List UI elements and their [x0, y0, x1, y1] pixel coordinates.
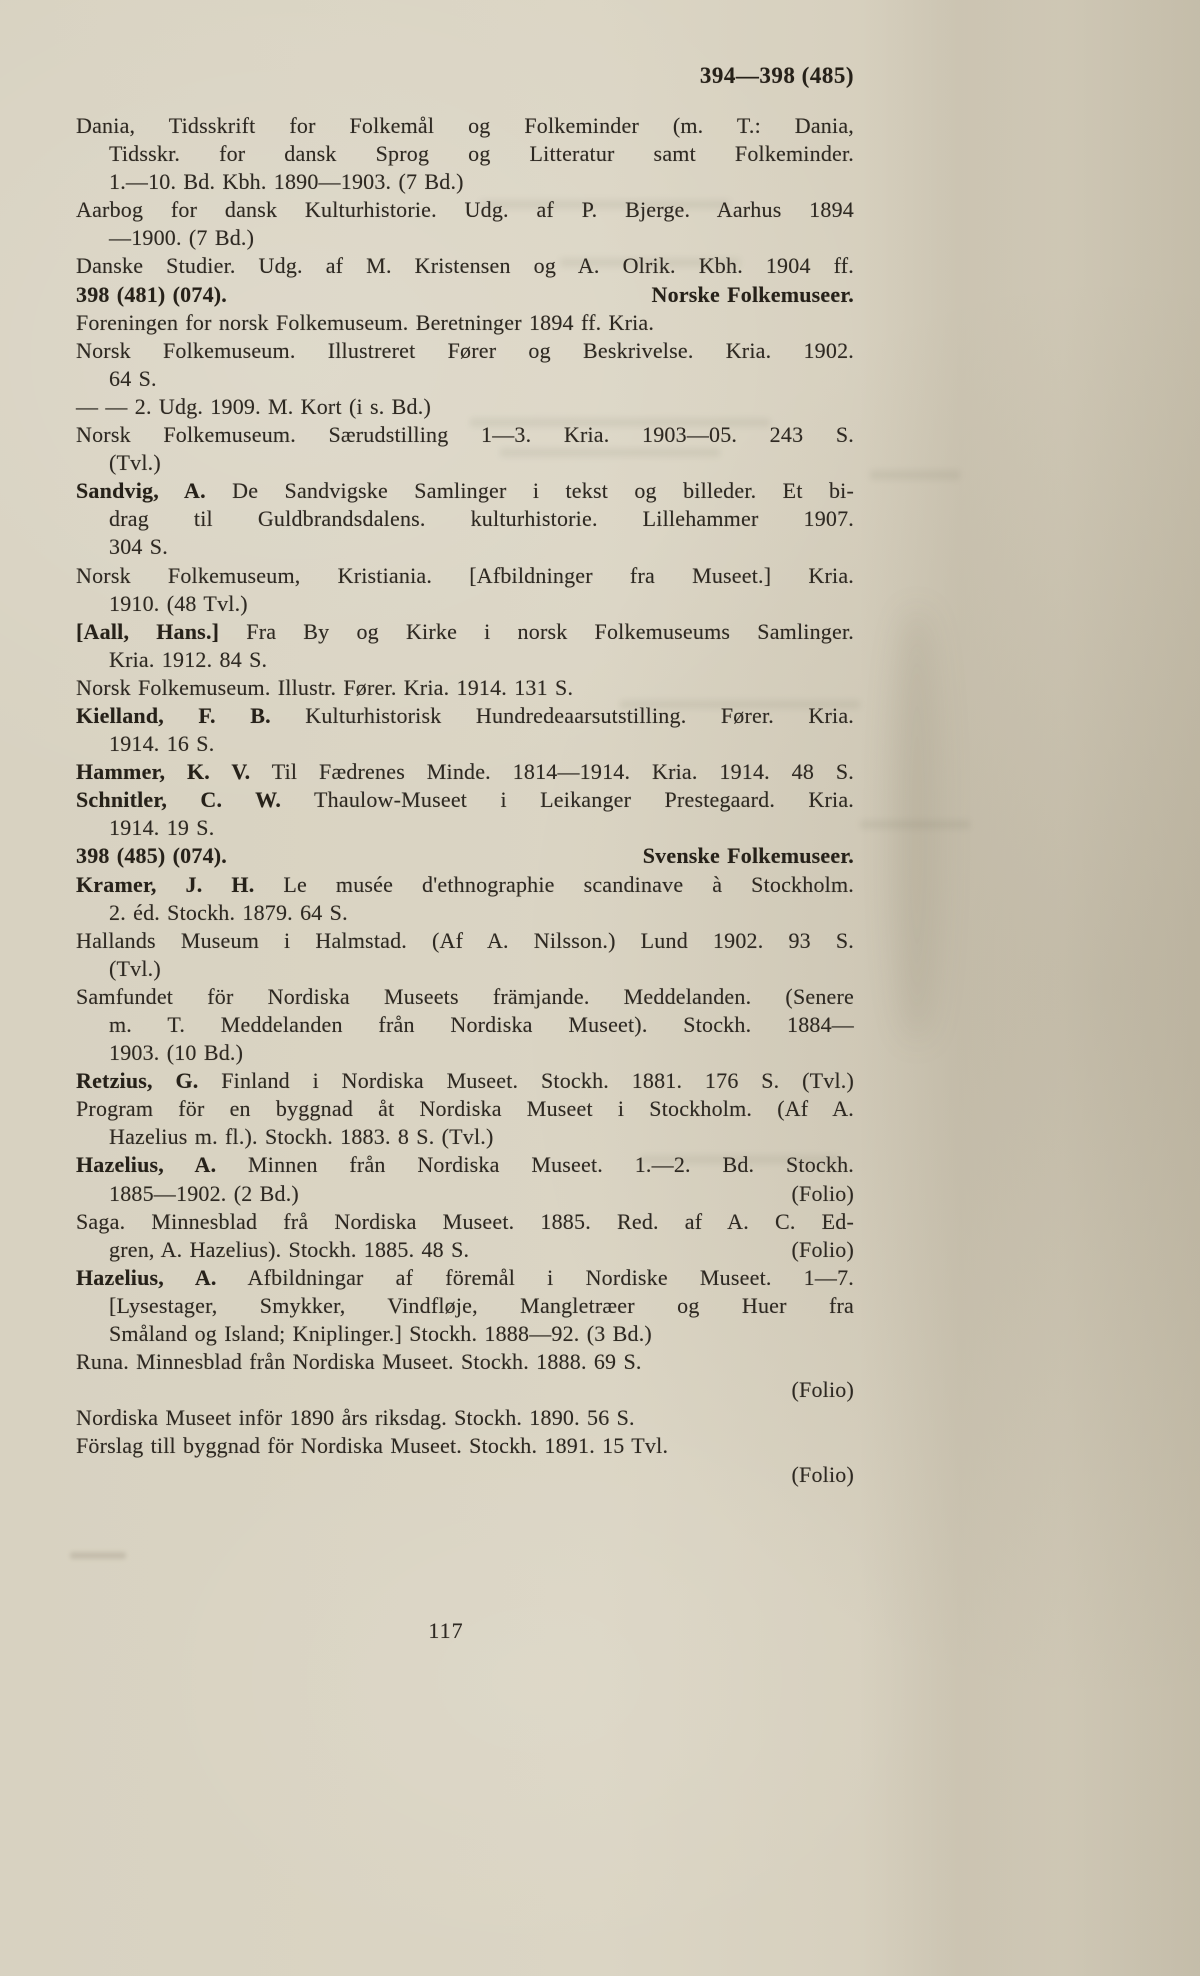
author-name: Sandvig, A.: [76, 478, 206, 504]
author-name: Hazelius, A.: [76, 1264, 217, 1290]
entry-text: Foreningen for norsk Folkemuseum. Beretninger 1894 ff. Kria.: [76, 309, 655, 335]
entry-text: Norsk Folkemuseum. Illustr. Fører. Kria. 1914. 131 S.: [76, 674, 574, 700]
entry-line: [76, 252, 854, 280]
page-number: 117: [428, 1618, 464, 1643]
author-name: Hammer, K. V.: [76, 759, 251, 785]
bibliography-entry: [76, 786, 854, 842]
bibliography-entry: [76, 1404, 854, 1432]
entry-line: [76, 224, 854, 252]
entry-text: Kulturhistorisk Hundredeaarsutstilling. Fører. Kria.: [270, 702, 855, 728]
entry-text: Norsk Folkemuseum. Særudstilling 1—3. Kria. 1903—05. 243 S.: [76, 422, 854, 448]
bibliography-entry: [76, 562, 854, 618]
entry-text: 1910. (48 Tvl.): [109, 590, 248, 616]
entry-text: Aarbog for dansk Kulturhistorie. Udg. af P. Bjerge. Aarhus 1894: [76, 197, 854, 223]
entry-line: [76, 646, 854, 674]
format-note: (Folio): [791, 1461, 854, 1487]
entry-line: [76, 618, 854, 646]
format-note: (Folio): [791, 1377, 854, 1403]
entry-text: Program för en byggnad åt Nordiska Museet i Stockholm. (Af A.: [76, 1096, 854, 1122]
bibliography-entry: [76, 1432, 854, 1488]
entry-text: drag til Guldbrandsdalens. kulturhistorie. Lillehammer 1907.: [109, 506, 854, 532]
bibliography-entry: [76, 421, 854, 477]
entry-line: [76, 196, 854, 224]
entry-text: Finland i Nordiska Museet. Stockh. 1881. 176 S. (Tvl.): [198, 1068, 855, 1094]
entry-text: 64 S.: [109, 365, 157, 391]
author-name: Kramer, J. H.: [76, 871, 255, 897]
scan-shading: [858, 0, 1200, 1976]
entry-text: De Sandvigske Samlinger i tekst og billeder. Et bi-: [205, 478, 854, 504]
entry-text: 304 S.: [109, 534, 168, 560]
entry-line: [76, 1432, 854, 1460]
entry-line: [76, 1208, 854, 1236]
author-name: Hazelius, A.: [76, 1152, 217, 1178]
entry-line: [76, 562, 854, 590]
format-note: (Folio): [791, 1180, 854, 1206]
entry-line: [76, 674, 854, 702]
entry-text: Förslag till byggnad för Nordiska Museet. Stockh. 1891. 15 Tvl.: [76, 1433, 669, 1459]
entry-line: [76, 1039, 854, 1067]
author-name: [Aall, Hans.]: [76, 618, 220, 644]
format-note: (Folio): [791, 1236, 854, 1262]
section-heading-row: [76, 281, 854, 309]
entry-text: (Tvl.): [109, 450, 161, 476]
entry-text: 2. éd. Stockh. 1879. 64 S.: [109, 899, 348, 925]
entry-text: Saga. Minnesblad frå Nordiska Museet. 1885. Red. af A. C. Ed-: [76, 1208, 854, 1234]
entry-text: Dania, Tidsskrift for Folkemål og Folkeminder (m. T.: Dania,: [76, 113, 854, 138]
bibliography-entry: [76, 1151, 854, 1207]
entry-line: [76, 871, 854, 899]
entry-text: —1900. (7 Bd.): [109, 225, 255, 251]
section-title: Norske Folkemuseer.: [651, 281, 854, 307]
entry-line: [76, 533, 854, 561]
entry-line: [76, 477, 854, 505]
bibliography-entry: [76, 1348, 854, 1404]
entry-line: [76, 1320, 854, 1348]
entry-line: [76, 337, 854, 365]
ink-bleed-artifact: [870, 470, 960, 480]
entry-line: [76, 1151, 854, 1179]
entry-text: [Lysestager, Smykker, Vindfløje, Mangletræer og Huer fra: [109, 1292, 854, 1318]
entry-line: [76, 899, 854, 927]
entry-text: Danske Studier. Udg. af M. Kristensen og A. Olrik. Kbh. 1904 ff.: [76, 253, 854, 279]
entry-text: Norsk Folkemuseum. Illustreret Fører og Beskrivelse. Kria. 1902.: [76, 337, 854, 363]
entry-line: [76, 702, 854, 730]
entry-text: Runa. Minnesblad från Nordiska Museet. Stockh. 1888. 69 S.: [76, 1349, 642, 1375]
bibliography-entry: [76, 337, 854, 393]
section-classification-number: 398 (481) (074).: [76, 281, 228, 307]
entry-text: Nordiska Museet inför 1890 års riksdag. Stockh. 1890. 56 S.: [76, 1405, 635, 1431]
entry-line: [76, 1067, 854, 1095]
entry-line: [76, 1264, 854, 1292]
entry-line: [76, 1095, 854, 1123]
bibliography-entry: [76, 1208, 854, 1264]
entry-text: Småland og Island; Kniplinger.] Stockh. 1888—92. (3 Bd.): [109, 1321, 652, 1347]
ink-bleed-artifact: [860, 820, 970, 829]
scan-mark: [70, 1552, 126, 1559]
bibliography-entry: [76, 1067, 854, 1095]
bibliography-entry: [76, 112, 854, 196]
entry-line: [76, 1180, 854, 1208]
bibliography-entry: [76, 1095, 854, 1151]
entry-text: Hazelius m. fl.). Stockh. 1883. 8 S. (Tvl.): [109, 1124, 494, 1150]
bibliography-entry: [76, 252, 854, 280]
entry-line: [76, 309, 854, 337]
entry-line: [76, 786, 854, 814]
entry-text: Samfundet för Nordiska Museets främjande. Meddelanden. (Senere: [76, 983, 854, 1009]
entry-line: [76, 1461, 854, 1489]
bibliography-entry: [76, 1264, 854, 1348]
entry-text: Tidsskr. for dansk Sprog og Litteratur samt Folkeminder.: [109, 141, 854, 167]
bibliography-entry: [76, 196, 854, 252]
scan-smudge: [893, 610, 941, 1040]
entry-text: Til Fædrenes Minde. 1814—1914. Kria. 1914. 48 S.: [250, 759, 854, 785]
entry-line: [76, 590, 854, 618]
entry-text: Thaulow-Museet i Leikanger Prestegaard. Kria.: [281, 787, 854, 813]
entry-line: [76, 112, 854, 140]
bibliography-entry: [76, 618, 854, 674]
bibliography-entry: [76, 477, 854, 561]
section-heading-row: [76, 842, 854, 870]
entry-line: [76, 449, 854, 477]
bibliography-entry: [76, 927, 854, 983]
entry-line: [76, 927, 854, 955]
author-name: Schnitler, C. W.: [76, 787, 282, 813]
bibliography-entry: [76, 758, 854, 786]
running-head-page-range: 394—398 (485): [699, 63, 854, 88]
entry-text: 1.—10. Bd. Kbh. 1890—1903. (7 Bd.): [109, 169, 464, 195]
entry-line: [76, 421, 854, 449]
entry-text: Afbildningar af föremål i Nordiske Museet. 1—7.: [216, 1264, 854, 1290]
entry-line: [76, 1011, 854, 1039]
bibliography-entry: [76, 393, 854, 421]
entry-line: [76, 814, 854, 842]
entry-text: Norsk Folkemuseum, Kristiania. [Afbildninger fra Museet.] Kria.: [76, 562, 854, 588]
entry-text: Le musée d'ethnographie scandinave à Stockholm.: [254, 871, 854, 897]
entry-line: [76, 365, 854, 393]
entry-line: [76, 1404, 854, 1432]
section-title: Svenske Folkemuseer.: [642, 843, 854, 869]
entry-text: 1903. (10 Bd.): [109, 1040, 244, 1066]
section-classification-number: 398 (485) (074).: [76, 843, 228, 869]
entry-line: [76, 140, 854, 168]
author-name: Kielland, F. B.: [76, 702, 271, 728]
entry-text: 1914. 19 S.: [109, 815, 215, 841]
entry-text: Minnen från Nordiska Museet. 1.—2. Bd. Stockh.: [216, 1152, 854, 1178]
entry-text: m. T. Meddelanden från Nordiska Museet). Stockh. 1884—: [109, 1012, 854, 1037]
entry-text: Fra By og Kirke i norsk Folkemuseums Samlinger.: [219, 618, 854, 644]
bibliography-entry: [76, 674, 854, 702]
entry-line: [76, 168, 854, 196]
entry-text: — — 2. Udg. 1909. M. Kort (i s. Bd.): [76, 393, 431, 419]
text-column: [76, 62, 854, 1489]
entry-line: [76, 955, 854, 983]
entry-line: [76, 1123, 854, 1151]
entry-text: Hallands Museum i Halmstad. (Af A. Nilsson.) Lund 1902. 93 S.: [76, 927, 854, 953]
entry-line: [76, 1236, 854, 1264]
bibliography-entry: [76, 309, 854, 337]
entry-text: 1914. 16 S.: [109, 731, 215, 757]
entry-line: [76, 1376, 854, 1404]
entry-line: [76, 393, 854, 421]
bibliography-list: [76, 112, 854, 1489]
author-name: Retzius, G.: [76, 1068, 199, 1094]
entry-line: [76, 730, 854, 758]
entry-text: (Tvl.): [109, 955, 161, 981]
entry-line: [76, 1292, 854, 1320]
bibliography-entry: [76, 702, 854, 758]
entry-line: [76, 1348, 854, 1376]
bibliography-entry: [76, 983, 854, 1067]
entry-line: [76, 505, 854, 533]
entry-text: 1885—1902. (2 Bd.): [109, 1180, 299, 1206]
bibliography-entry: [76, 871, 854, 927]
entry-text: Kria. 1912. 84 S.: [109, 646, 268, 672]
entry-line: [76, 758, 854, 786]
entry-line: [76, 983, 854, 1011]
entry-text: gren, A. Hazelius). Stockh. 1885. 48 S.: [109, 1236, 470, 1262]
